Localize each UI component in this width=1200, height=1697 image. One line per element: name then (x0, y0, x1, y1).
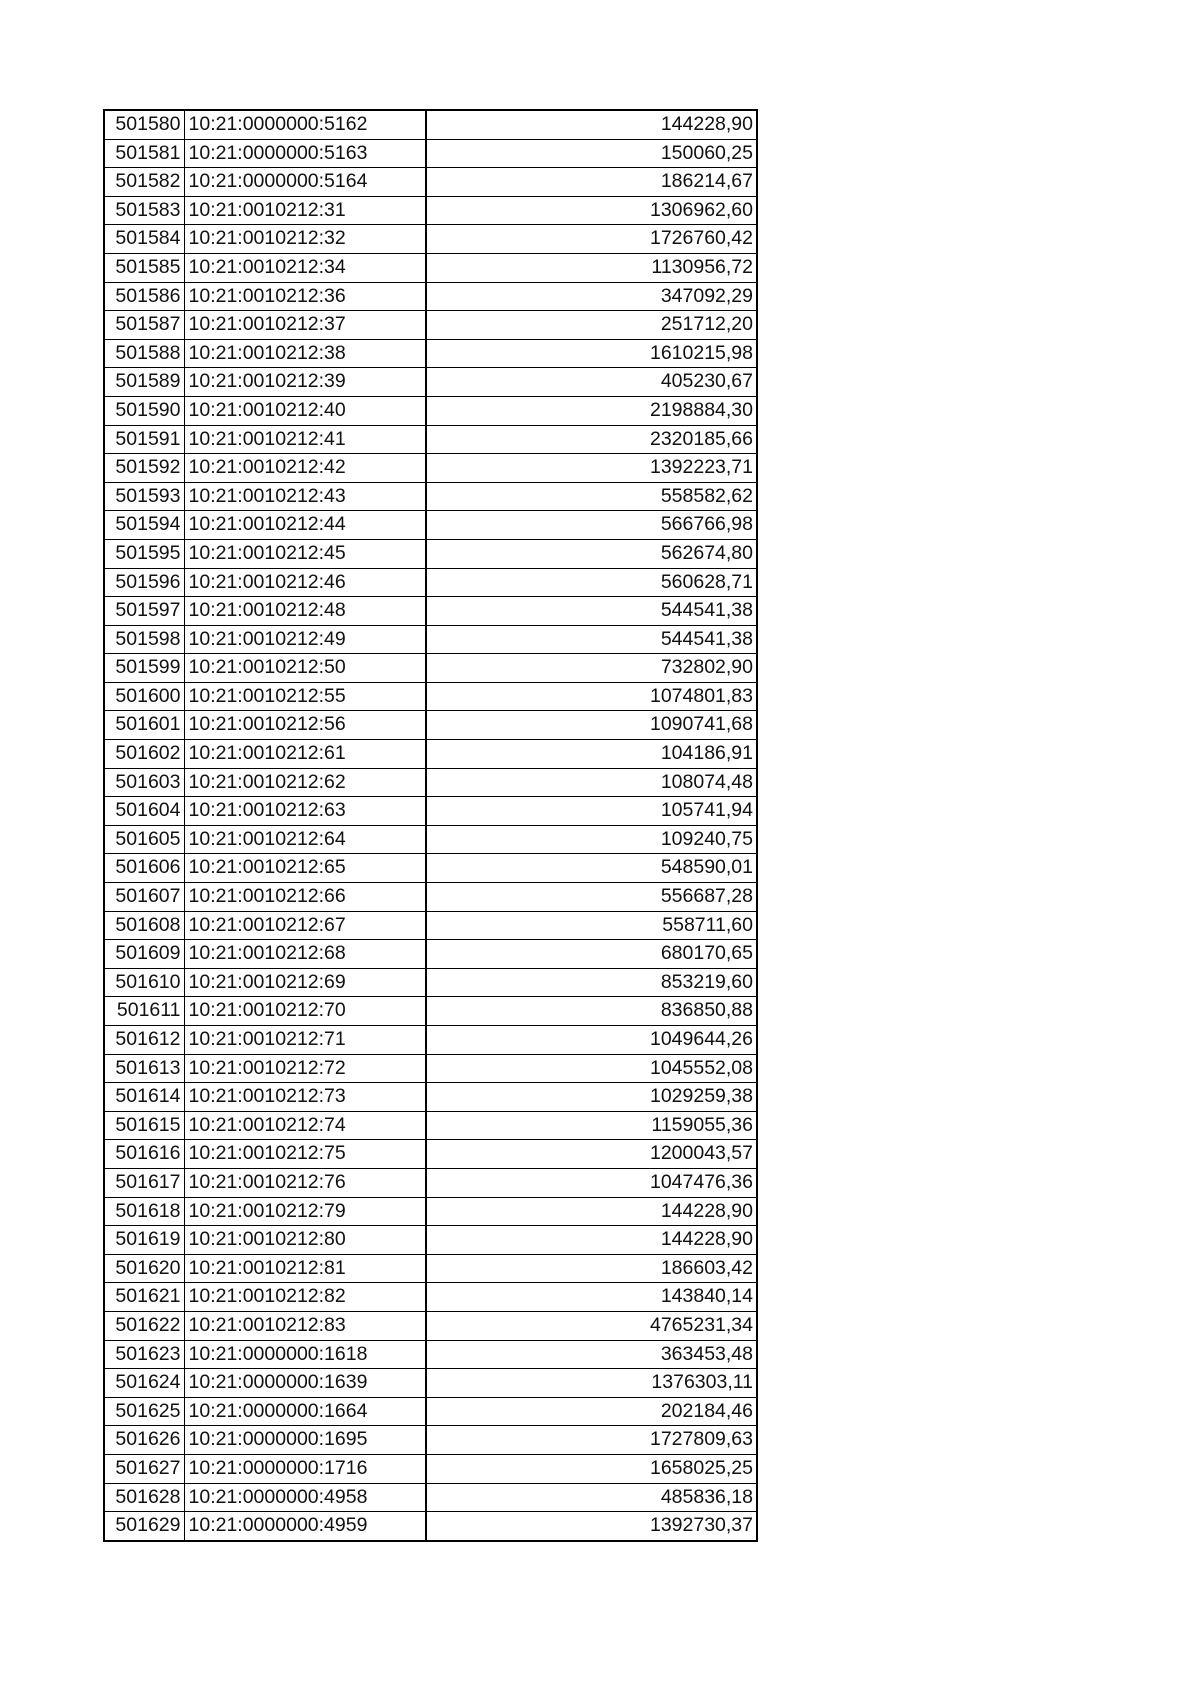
value-cell: 186214,67 (426, 168, 757, 197)
cadastral-number-cell: 10:21:0010212:81 (184, 1254, 426, 1283)
table-row (104, 854, 757, 883)
cadastral-number-cell: 10:21:0010212:71 (184, 1026, 426, 1055)
value-cell: 405230,67 (426, 368, 757, 397)
row-number-cell: 501620 (104, 1254, 184, 1283)
value-cell: 548590,01 (426, 854, 757, 883)
cadastral-number-cell: 10:21:0010212:50 (184, 654, 426, 683)
table-row (104, 883, 757, 912)
cadastral-number-cell: 10:21:0010212:44 (184, 511, 426, 540)
table-row (104, 1397, 757, 1426)
value-cell: 104186,91 (426, 740, 757, 769)
cadastral-number-cell: 10:21:0010212:80 (184, 1226, 426, 1255)
cadastral-number-cell: 10:21:0000000:1639 (184, 1369, 426, 1398)
table-row (104, 768, 757, 797)
table-row (104, 711, 757, 740)
value-cell: 544541,38 (426, 597, 757, 626)
row-number-cell: 501599 (104, 654, 184, 683)
table-row (104, 110, 757, 139)
value-cell: 1130956,72 (426, 253, 757, 282)
table-row (104, 1083, 757, 1112)
row-number-cell: 501594 (104, 511, 184, 540)
cadastral-number-cell: 10:21:0010212:79 (184, 1197, 426, 1226)
cadastral-number-cell: 10:21:0000000:4959 (184, 1512, 426, 1541)
value-cell: 144228,90 (426, 1226, 757, 1255)
value-cell: 1726760,42 (426, 225, 757, 254)
row-number-cell: 501598 (104, 625, 184, 654)
table-row (104, 997, 757, 1026)
cadastral-number-cell: 10:21:0010212:72 (184, 1054, 426, 1083)
value-cell: 109240,75 (426, 825, 757, 854)
table-row (104, 597, 757, 626)
table-row (104, 940, 757, 969)
row-number-cell: 501603 (104, 768, 184, 797)
table-row (104, 1426, 757, 1455)
row-number-cell: 501600 (104, 682, 184, 711)
row-number-cell: 501626 (104, 1426, 184, 1455)
cadastral-number-cell: 10:21:0010212:41 (184, 425, 426, 454)
cadastral-number-cell: 10:21:0010212:74 (184, 1111, 426, 1140)
table-row (104, 396, 757, 425)
cadastral-number-cell: 10:21:0010212:40 (184, 396, 426, 425)
table-row (104, 539, 757, 568)
cadastral-number-cell: 10:21:0000000:5162 (184, 110, 426, 139)
value-cell: 143840,14 (426, 1283, 757, 1312)
row-number-cell: 501606 (104, 854, 184, 883)
value-cell: 4765231,34 (426, 1311, 757, 1340)
cadastral-number-cell: 10:21:0010212:83 (184, 1311, 426, 1340)
row-number-cell: 501624 (104, 1369, 184, 1398)
cadastral-number-cell: 10:21:0010212:67 (184, 911, 426, 940)
cadastral-number-cell: 10:21:0010212:49 (184, 625, 426, 654)
table-row (104, 1026, 757, 1055)
value-cell: 836850,88 (426, 997, 757, 1026)
row-number-cell: 501607 (104, 883, 184, 912)
table-row (104, 1140, 757, 1169)
table-row (104, 1454, 757, 1483)
cadastral-number-cell: 10:21:0000000:1716 (184, 1454, 426, 1483)
table-row (104, 225, 757, 254)
cadastral-number-cell: 10:21:0000000:1664 (184, 1397, 426, 1426)
table-row (104, 425, 757, 454)
cadastral-number-cell: 10:21:0010212:38 (184, 339, 426, 368)
table-row (104, 1483, 757, 1512)
table-row (104, 1340, 757, 1369)
table-body (104, 110, 757, 1541)
cadastral-number-cell: 10:21:0010212:42 (184, 454, 426, 483)
cadastral-number-cell: 10:21:0000000:5163 (184, 139, 426, 168)
cadastral-number-cell: 10:21:0000000:4958 (184, 1483, 426, 1512)
row-number-cell: 501619 (104, 1226, 184, 1255)
cadastral-number-cell: 10:21:0010212:69 (184, 968, 426, 997)
row-number-cell: 501623 (104, 1340, 184, 1369)
cadastral-number-cell: 10:21:0010212:65 (184, 854, 426, 883)
value-cell: 485836,18 (426, 1483, 757, 1512)
table-row (104, 311, 757, 340)
row-number-cell: 501615 (104, 1111, 184, 1140)
value-cell: 347092,29 (426, 282, 757, 311)
value-cell: 1392730,37 (426, 1512, 757, 1541)
cadastral-number-cell: 10:21:0010212:75 (184, 1140, 426, 1169)
table-row (104, 740, 757, 769)
row-number-cell: 501585 (104, 253, 184, 282)
cadastral-number-cell: 10:21:0010212:62 (184, 768, 426, 797)
table-row (104, 1226, 757, 1255)
value-cell: 562674,80 (426, 539, 757, 568)
value-cell: 560628,71 (426, 568, 757, 597)
row-number-cell: 501611 (104, 997, 184, 1026)
row-number-cell: 501610 (104, 968, 184, 997)
row-number-cell: 501612 (104, 1026, 184, 1055)
value-cell: 251712,20 (426, 311, 757, 340)
row-number-cell: 501591 (104, 425, 184, 454)
value-cell: 566766,98 (426, 511, 757, 540)
row-number-cell: 501605 (104, 825, 184, 854)
value-cell: 1306962,60 (426, 196, 757, 225)
table-row (104, 139, 757, 168)
cadastral-number-cell: 10:21:0010212:46 (184, 568, 426, 597)
cadastral-number-cell: 10:21:0010212:32 (184, 225, 426, 254)
value-cell: 108074,48 (426, 768, 757, 797)
row-number-cell: 501602 (104, 740, 184, 769)
table-row (104, 368, 757, 397)
table-row (104, 654, 757, 683)
table-row (104, 1111, 757, 1140)
cadastral-number-cell: 10:21:0010212:31 (184, 196, 426, 225)
row-number-cell: 501581 (104, 139, 184, 168)
table-row (104, 1369, 757, 1398)
value-cell: 1090741,68 (426, 711, 757, 740)
value-cell: 144228,90 (426, 110, 757, 139)
table-row (104, 825, 757, 854)
row-number-cell: 501593 (104, 482, 184, 511)
cadastral-number-cell: 10:21:0010212:37 (184, 311, 426, 340)
value-cell: 558582,62 (426, 482, 757, 511)
table-row (104, 682, 757, 711)
table-row (104, 568, 757, 597)
table-row (104, 1311, 757, 1340)
cadastral-number-cell: 10:21:0010212:76 (184, 1168, 426, 1197)
value-cell: 2320185,66 (426, 425, 757, 454)
cadastral-number-cell: 10:21:0000000:1695 (184, 1426, 426, 1455)
value-cell: 105741,94 (426, 797, 757, 826)
value-cell: 1392223,71 (426, 454, 757, 483)
row-number-cell: 501622 (104, 1311, 184, 1340)
cadastral-number-cell: 10:21:0010212:45 (184, 539, 426, 568)
table-row (104, 282, 757, 311)
cadastral-number-cell: 10:21:0010212:36 (184, 282, 426, 311)
table-row (104, 1197, 757, 1226)
row-number-cell: 501601 (104, 711, 184, 740)
value-cell: 186603,42 (426, 1254, 757, 1283)
cadastral-number-cell: 10:21:0010212:63 (184, 797, 426, 826)
row-number-cell: 501587 (104, 311, 184, 340)
value-cell: 1610215,98 (426, 339, 757, 368)
table-row (104, 339, 757, 368)
row-number-cell: 501589 (104, 368, 184, 397)
value-cell: 144228,90 (426, 1197, 757, 1226)
table-row (104, 625, 757, 654)
cadastral-number-cell: 10:21:0010212:48 (184, 597, 426, 626)
row-number-cell: 501629 (104, 1512, 184, 1541)
cadastral-number-cell: 10:21:0010212:34 (184, 253, 426, 282)
table-row (104, 1254, 757, 1283)
table-row (104, 1168, 757, 1197)
cadastral-number-cell: 10:21:0010212:61 (184, 740, 426, 769)
row-number-cell: 501627 (104, 1454, 184, 1483)
value-cell: 1376303,11 (426, 1369, 757, 1398)
value-cell: 732802,90 (426, 654, 757, 683)
row-number-cell: 501583 (104, 196, 184, 225)
value-cell: 1049644,26 (426, 1026, 757, 1055)
cadastral-number-cell: 10:21:0010212:43 (184, 482, 426, 511)
value-cell: 1045552,08 (426, 1054, 757, 1083)
value-cell: 1159055,36 (426, 1111, 757, 1140)
row-number-cell: 501582 (104, 168, 184, 197)
table-row (104, 511, 757, 540)
cadastral-number-cell: 10:21:0010212:66 (184, 883, 426, 912)
value-cell: 202184,46 (426, 1397, 757, 1426)
row-number-cell: 501595 (104, 539, 184, 568)
row-number-cell: 501617 (104, 1168, 184, 1197)
value-cell: 680170,65 (426, 940, 757, 969)
value-cell: 1727809,63 (426, 1426, 757, 1455)
row-number-cell: 501621 (104, 1283, 184, 1312)
row-number-cell: 501628 (104, 1483, 184, 1512)
cadastral-number-cell: 10:21:0010212:68 (184, 940, 426, 969)
row-number-cell: 501592 (104, 454, 184, 483)
table-row (104, 1283, 757, 1312)
table-row (104, 1054, 757, 1083)
cadastral-value-table (103, 109, 758, 1542)
table-row (104, 797, 757, 826)
cadastral-number-cell: 10:21:0010212:73 (184, 1083, 426, 1112)
value-cell: 1200043,57 (426, 1140, 757, 1169)
value-cell: 1074801,83 (426, 682, 757, 711)
row-number-cell: 501608 (104, 911, 184, 940)
table-row (104, 911, 757, 940)
cadastral-number-cell: 10:21:0010212:55 (184, 682, 426, 711)
row-number-cell: 501604 (104, 797, 184, 826)
value-cell: 1047476,36 (426, 1168, 757, 1197)
value-cell: 1029259,38 (426, 1083, 757, 1112)
cadastral-number-cell: 10:21:0010212:64 (184, 825, 426, 854)
value-cell: 556687,28 (426, 883, 757, 912)
row-number-cell: 501613 (104, 1054, 184, 1083)
row-number-cell: 501590 (104, 396, 184, 425)
cadastral-number-cell: 10:21:0000000:5164 (184, 168, 426, 197)
row-number-cell: 501616 (104, 1140, 184, 1169)
cadastral-number-cell: 10:21:0010212:70 (184, 997, 426, 1026)
row-number-cell: 501580 (104, 110, 184, 139)
value-cell: 853219,60 (426, 968, 757, 997)
value-cell: 1658025,25 (426, 1454, 757, 1483)
row-number-cell: 501609 (104, 940, 184, 969)
cadastral-number-cell: 10:21:0010212:82 (184, 1283, 426, 1312)
value-cell: 544541,38 (426, 625, 757, 654)
row-number-cell: 501625 (104, 1397, 184, 1426)
cadastral-number-cell: 10:21:0010212:39 (184, 368, 426, 397)
row-number-cell: 501614 (104, 1083, 184, 1112)
row-number-cell: 501588 (104, 339, 184, 368)
row-number-cell: 501596 (104, 568, 184, 597)
table-row (104, 454, 757, 483)
value-cell: 558711,60 (426, 911, 757, 940)
table-row (104, 968, 757, 997)
table-row (104, 1512, 757, 1541)
table-row (104, 196, 757, 225)
row-number-cell: 501584 (104, 225, 184, 254)
cadastral-number-cell: 10:21:0010212:56 (184, 711, 426, 740)
value-cell: 363453,48 (426, 1340, 757, 1369)
table-row (104, 253, 757, 282)
row-number-cell: 501618 (104, 1197, 184, 1226)
value-cell: 150060,25 (426, 139, 757, 168)
table-row (104, 482, 757, 511)
table-row (104, 168, 757, 197)
cadastral-number-cell: 10:21:0000000:1618 (184, 1340, 426, 1369)
row-number-cell: 501597 (104, 597, 184, 626)
row-number-cell: 501586 (104, 282, 184, 311)
value-cell: 2198884,30 (426, 396, 757, 425)
